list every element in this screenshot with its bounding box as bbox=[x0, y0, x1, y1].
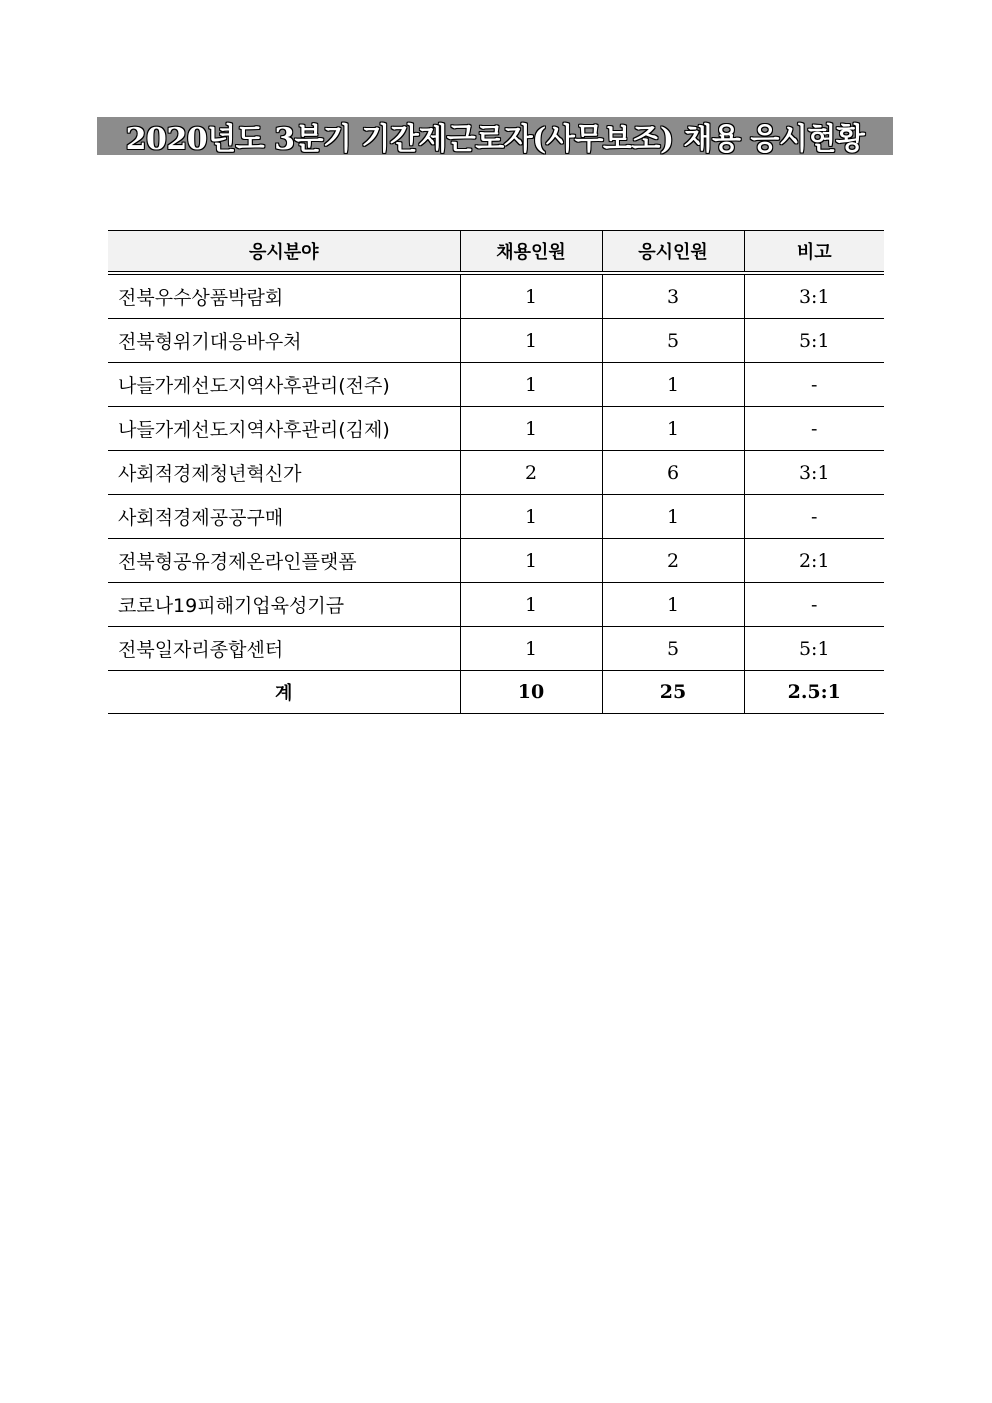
cell-hired: 1 bbox=[460, 319, 602, 363]
cell-note: 5:1 bbox=[744, 627, 884, 671]
table-row bbox=[108, 539, 884, 583]
cell-note: - bbox=[744, 583, 884, 627]
cell-note: - bbox=[744, 407, 884, 451]
table-row bbox=[108, 273, 884, 319]
table-row bbox=[108, 363, 884, 407]
cell-field: 나들가게선도지역사후관리(김제) bbox=[108, 407, 460, 451]
cell-note: 3:1 bbox=[744, 273, 884, 319]
cell-hired: 1 bbox=[460, 627, 602, 671]
table-row bbox=[108, 451, 884, 495]
cell-applicants: 1 bbox=[602, 363, 744, 407]
cell-note: 3:1 bbox=[744, 451, 884, 495]
cell-hired: 1 bbox=[460, 539, 602, 583]
cell-hired: 1 bbox=[460, 495, 602, 539]
cell-applicants: 2 bbox=[602, 539, 744, 583]
cell-field: 전북형공유경제온라인플랫폼 bbox=[108, 539, 460, 583]
header-field: 응시분야 bbox=[108, 231, 460, 274]
cell-applicants: 1 bbox=[602, 495, 744, 539]
page-title-banner bbox=[97, 117, 893, 155]
cell-field: 전북일자리종합센터 bbox=[108, 627, 460, 671]
cell-hired: 2 bbox=[460, 451, 602, 495]
total-label: 계 bbox=[108, 671, 460, 714]
cell-applicants: 3 bbox=[602, 273, 744, 319]
table-row bbox=[108, 583, 884, 627]
table-row bbox=[108, 319, 884, 363]
cell-applicants: 6 bbox=[602, 451, 744, 495]
cell-note: - bbox=[744, 495, 884, 539]
cell-field: 사회적경제청년혁신가 bbox=[108, 451, 460, 495]
cell-hired: 1 bbox=[460, 363, 602, 407]
cell-applicants: 1 bbox=[602, 407, 744, 451]
cell-applicants: 5 bbox=[602, 319, 744, 363]
cell-hired: 1 bbox=[460, 273, 602, 319]
cell-hired: 1 bbox=[460, 583, 602, 627]
table-row bbox=[108, 407, 884, 451]
table-row bbox=[108, 627, 884, 671]
header-hired: 채용인원 bbox=[460, 231, 602, 274]
cell-hired: 1 bbox=[460, 407, 602, 451]
cell-field: 전북우수상품박람회 bbox=[108, 273, 460, 319]
cell-applicants: 5 bbox=[602, 627, 744, 671]
cell-field: 나들가게선도지역사후관리(전주) bbox=[108, 363, 460, 407]
cell-field: 전북형위기대응바우처 bbox=[108, 319, 460, 363]
total-hired: 10 bbox=[460, 671, 602, 714]
total-row bbox=[108, 671, 884, 714]
table-row bbox=[108, 495, 884, 539]
cell-note: 2:1 bbox=[744, 539, 884, 583]
cell-applicants: 1 bbox=[602, 583, 744, 627]
cell-field: 코로나19피해기업육성기금 bbox=[108, 583, 460, 627]
cell-note: - bbox=[744, 363, 884, 407]
cell-note: 5:1 bbox=[744, 319, 884, 363]
page-title: 2020년도 3분기 기간제근로자(사무보조) 채용 응시현황 bbox=[125, 122, 865, 157]
cell-field: 사회적경제공공구매 bbox=[108, 495, 460, 539]
header-note: 비고 bbox=[744, 231, 884, 274]
header-applicants: 응시인원 bbox=[602, 231, 744, 274]
total-note: 2.5:1 bbox=[744, 671, 884, 714]
total-applicants: 25 bbox=[602, 671, 744, 714]
recruitment-status-table bbox=[108, 230, 884, 714]
table-header-row bbox=[108, 231, 884, 274]
